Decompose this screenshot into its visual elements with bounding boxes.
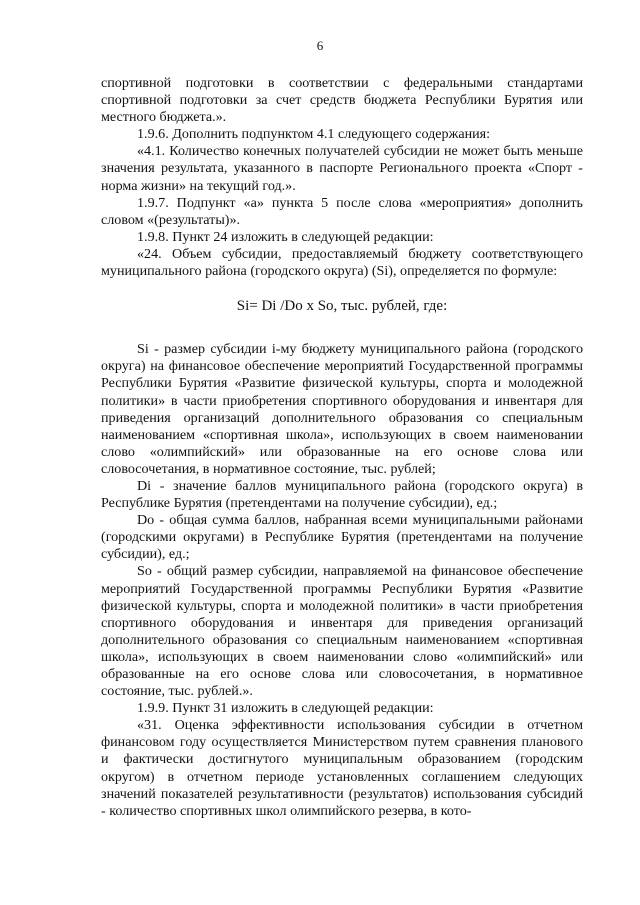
definition-so: So - общий размер субсидии, направляемой на финансовое обеспечение мероприятий Государственной программы Республики Бурятия «Развитие физической культуры, спорта и молодежной политики» в части приобретения спортивного оборудования и инвентаря для приведения организаций дополнительного образования со специальным наименованием «спортивная школа», использующих в своем наименовании слово «олимпийский» или образованные на его основе слова или словосочетания, в нормативное состояние, тыс. рублей.». [101, 563, 583, 700]
document-body [101, 75, 583, 820]
definition-si: Si - размер субсидии i-му бюджету муниципального района (городского округа) на финансовое обеспечение мероприятий Государственной программы Республики Бурятия «Развитие физической культуры, спорта и молодежной политики» в части приобретения спортивного оборудования и инвентаря для приведения организаций дополнительного образования со специальным наименованием «спортивная школа», использующих в своем наименовании слово «олимпийский» или образованные на его основе слова или словосочетания, в нормативное состояние, тыс. рублей; [101, 341, 583, 477]
paragraph-24: «24. Объем субсидии, предоставляемый бюджету соответствующего муниципального района (городского округа) (Si), определяется по формуле: [101, 245, 583, 280]
paragraph-continuation: спортивной подготовки в соответствии с федеральными стандартами спортивной подготовки за счет средств бюджета Республики Бурятия или местного бюджета.». [101, 75, 583, 126]
paragraph-1-9-8: 1.9.8. Пункт 24 изложить в следующей редакции: [137, 228, 434, 245]
definition-di: Di - значение баллов муниципального района (городского округа) в Республике Бурятия (претендентами на получение субсидии), ед.; [101, 477, 583, 512]
definition-do: Do - общая сумма баллов, набранная всеми муниципальными районами (городскими округами) в Республике Бурятия (претендентами на получение субсидии), ед.; [101, 512, 583, 563]
paragraph-4-1: «4.1. Количество конечных получателей субсидии не может быть меньше значения результата, указанного в паспорте Регионального проекта «Спорт - норма жизни» на текущий год.». [101, 143, 583, 194]
page-number: 6 [316, 38, 324, 53]
paragraph-1-9-7: 1.9.7. Подпункт «а» пункта 5 после слова «мероприятия» дополнить словом «(результаты)». [101, 194, 583, 228]
paragraph-1-9-6: 1.9.6. Дополнить подпунктом 4.1 следующего содержания: [137, 126, 491, 143]
paragraph-31: «31. Оценка эффективности использования субсидии в отчетном финансовом году осуществляется Министерством путем сравнения планового и фактически достигнутого муниципальным образованием (городским округом) в отчетном периоде установленных соглашением следующих значений показателей результативности (результатов) использования субсидий - количество спортивных школ олимпийского резерва, в кото- [101, 717, 583, 819]
formula: Si= Di /Do x So, тыс. рублей, где: [236, 298, 448, 315]
paragraph-1-9-9: 1.9.9. Пункт 31 изложить в следующей редакции: [137, 700, 434, 717]
